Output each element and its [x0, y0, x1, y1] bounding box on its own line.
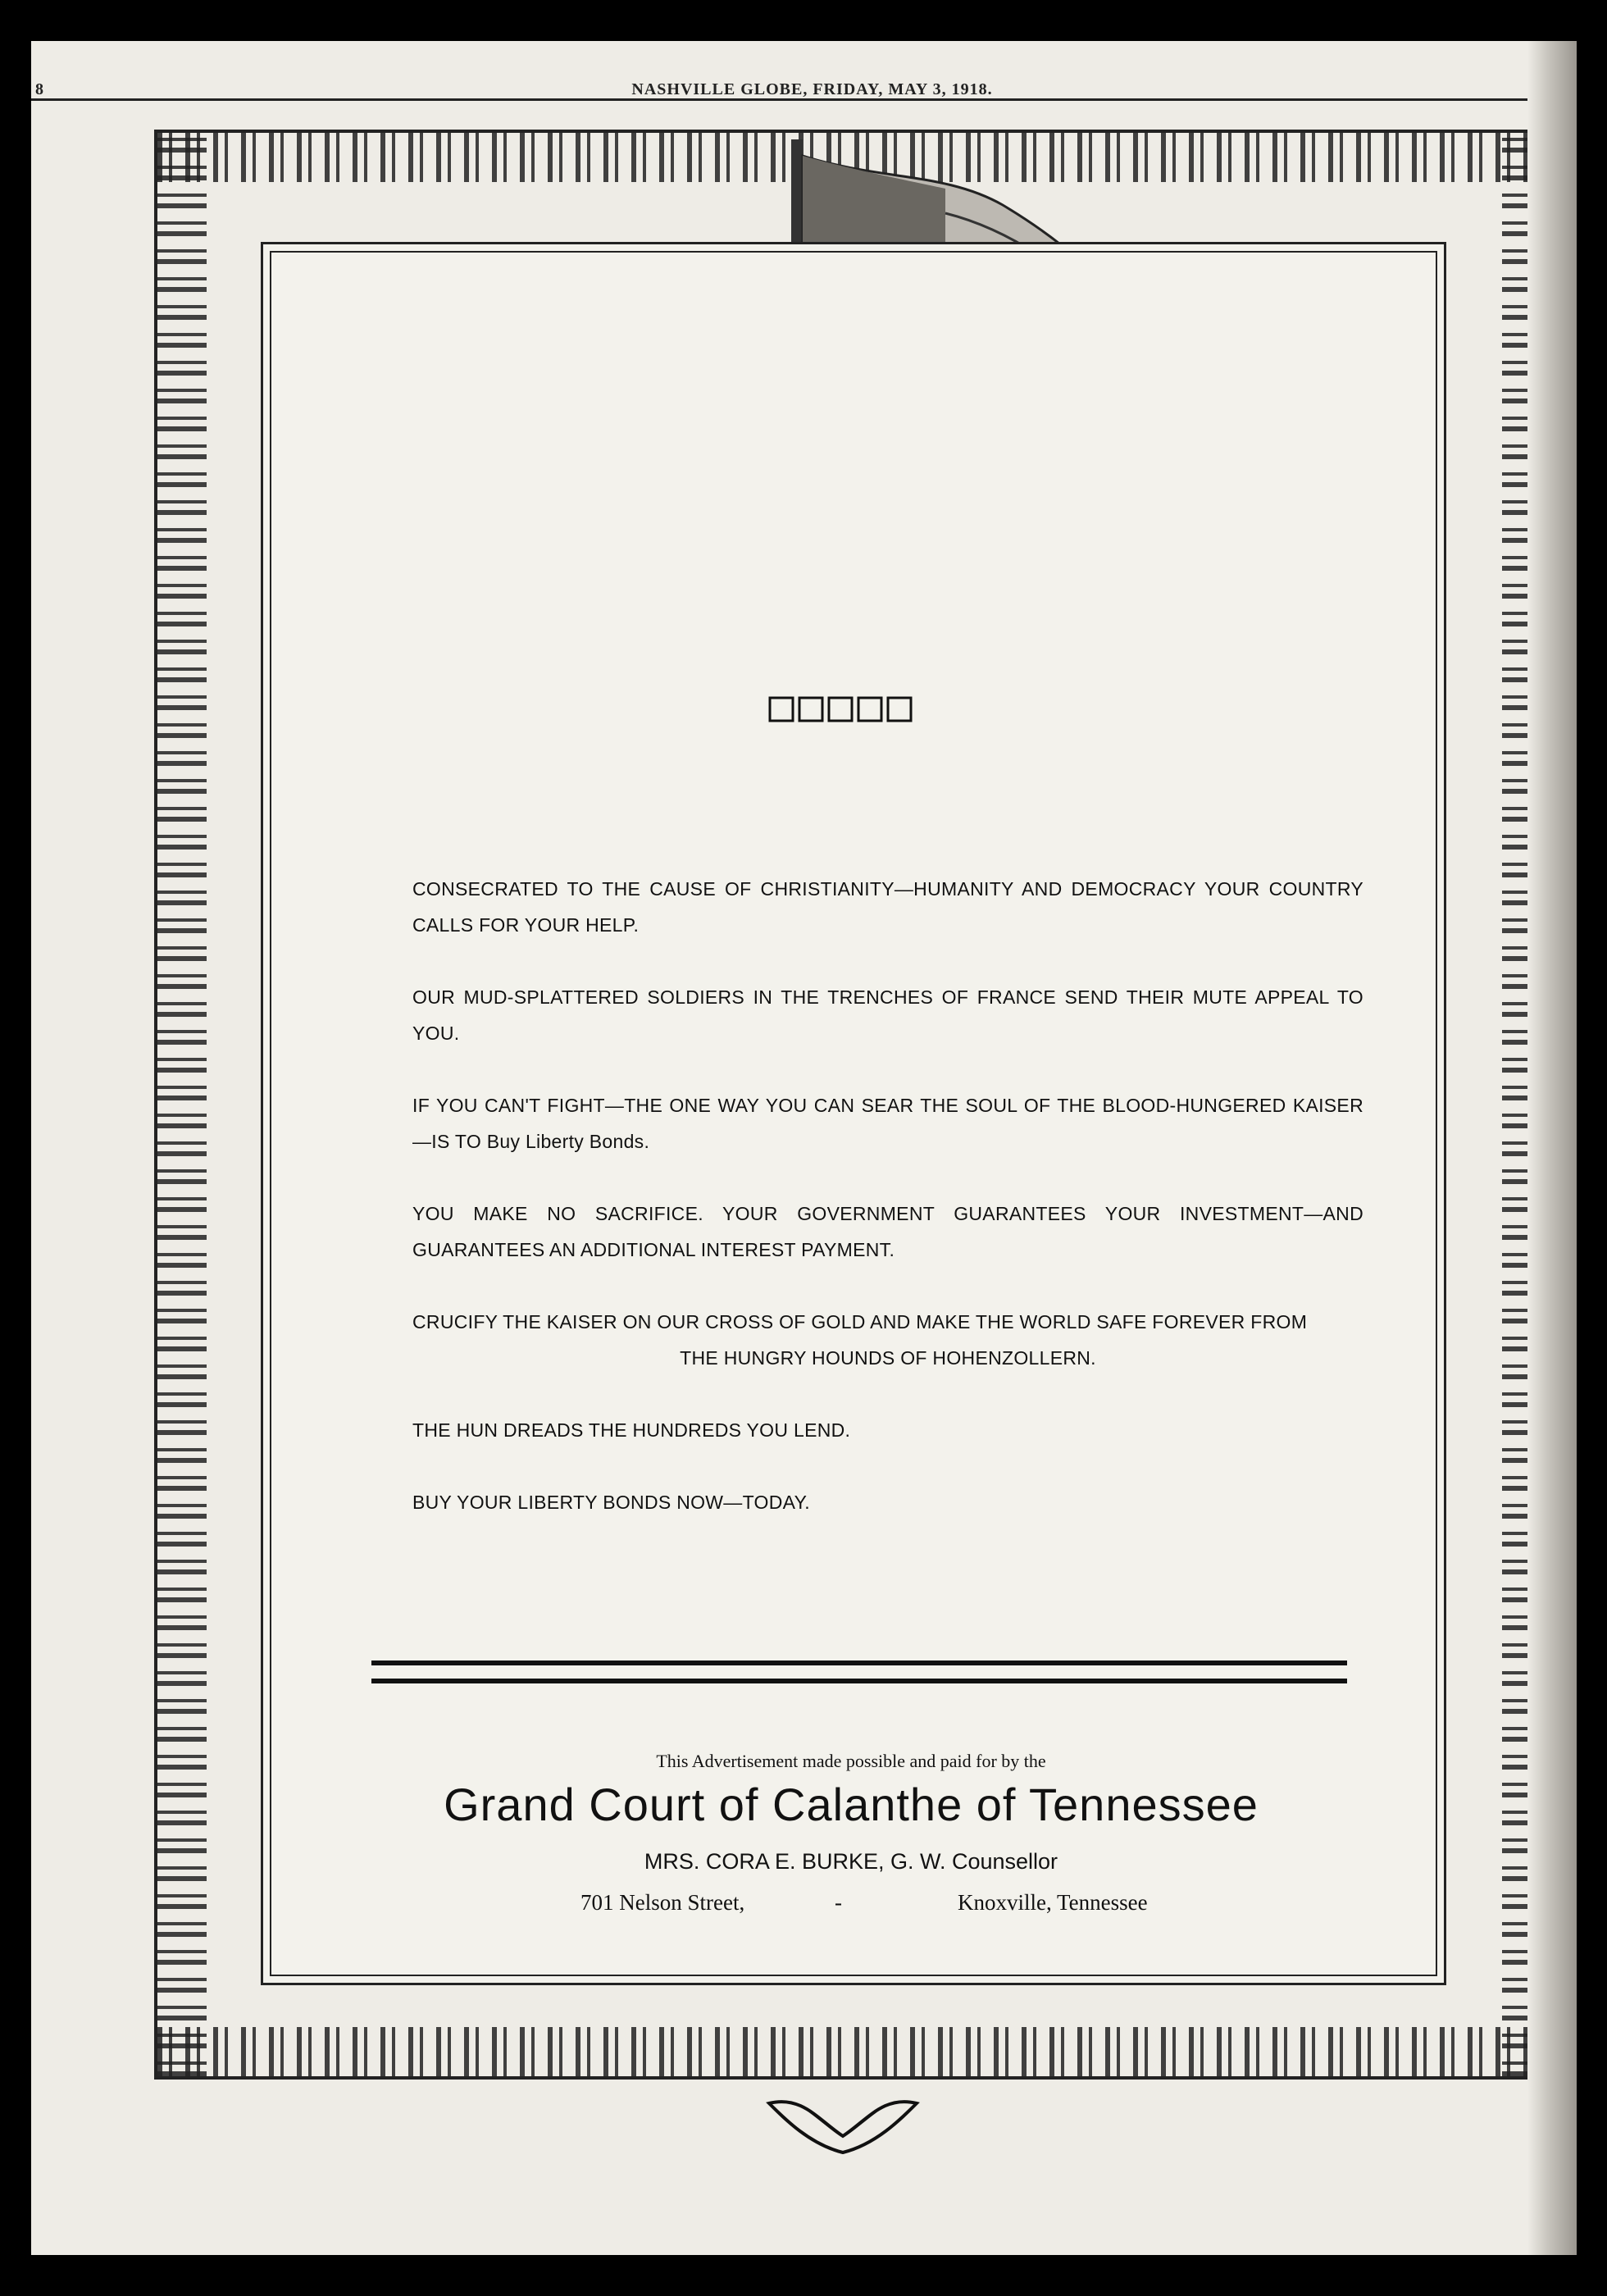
newspaper-page — [31, 41, 1577, 2255]
paragraph-hun: THE HUN DREADS THE HUNDREDS YOU LEND. — [412, 1419, 851, 1441]
crucify-line-1: CRUCIFY THE KAISER ON OUR CROSS OF GOLD AND MAKE THE WORLD SAFE FOREVER FROM — [412, 1311, 1308, 1332]
paragraph-soldiers: OUR MUD-SPLATTERED SOLDIERS IN THE TRENCHES OF FRANCE SEND THEIR MUTE APPEAL TO YOU. — [412, 986, 1363, 1044]
page-number: 8 — [35, 80, 43, 98]
sponsor-separator: - — [835, 1890, 842, 1915]
paragraph-buy-now: BUY YOUR LIBERTY BONDS NOW—TODAY. — [412, 1492, 810, 1513]
paragraph-sacrifice: YOU MAKE NO SACRIFICE. YOUR GOVERNMENT GUARANTEES YOUR INVESTMENT—AND GUARANTEES AN ADDITIONAL INTEREST PAYMENT. — [412, 1203, 1363, 1260]
sponsor-officer: MRS. CORA E. BURKE, G. W. Counsellor — [644, 1849, 1058, 1874]
sponsor-city: Knoxville, Tennessee — [958, 1890, 1148, 1915]
floral-ornament-icon — [767, 693, 914, 726]
sponsor-address: 701 Nelson Street, — [580, 1890, 745, 1915]
masthead-title: NASHVILLE GLOBE, FRIDAY, MAY 3, 1918. — [631, 80, 993, 98]
masthead-rule — [31, 98, 1577, 101]
scan-edge-shadow — [1527, 41, 1577, 2255]
paragraph-crucify — [412, 1304, 1363, 1376]
border-bottom-pattern — [157, 2027, 1551, 2076]
heavy-double-rule — [371, 1660, 1347, 1683]
sponsor-name: Grand Court of Calanthe of Tennessee — [444, 1779, 1259, 1830]
sponsor-note: This Advertisement made possible and paid for by the — [656, 1751, 1046, 1771]
masthead — [35, 80, 1478, 113]
paragraph-christianity: CONSECRATED TO THE CAUSE OF CHRISTIANITY—HUMANITY AND DEMOCRACY YOUR COUNTRY CALLS FOR YOUR HELP. — [412, 878, 1363, 936]
paragraph-fight: IF YOU CAN'T FIGHT—THE ONE WAY YOU CAN SEAR THE SOUL OF THE BLOOD-HUNGERED KAISER—IS TO Buy Liberty Bonds. — [412, 1095, 1363, 1152]
crucify-line-2: THE HUNGRY HOUNDS OF HOHENZOLLERN. — [680, 1347, 1096, 1369]
bottom-ornament-icon — [761, 2087, 925, 2165]
ad-body-copy — [412, 871, 1363, 1556]
border-left-pattern — [157, 133, 207, 2076]
